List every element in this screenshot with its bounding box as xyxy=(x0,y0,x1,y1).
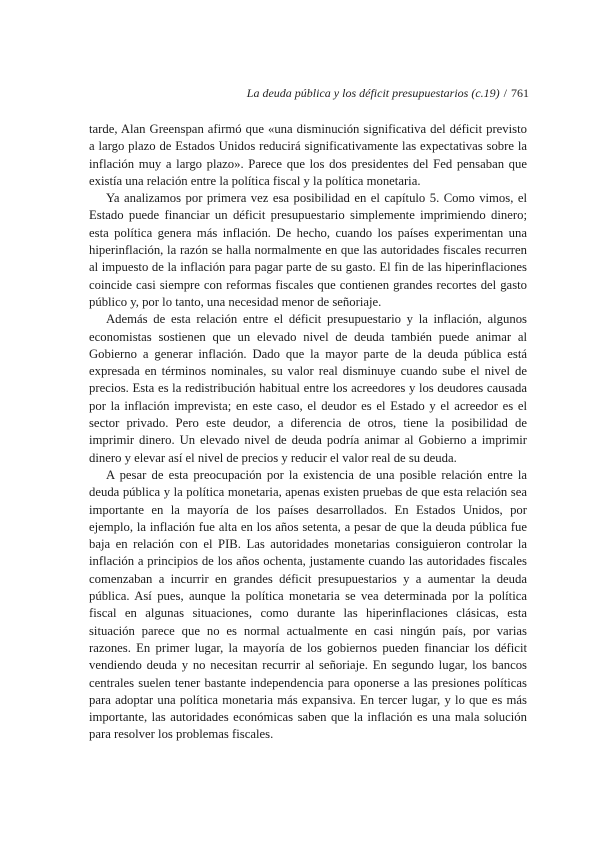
paragraph: A pesar de esta preocupación por la existencia de una posible relación entre la deuda pública y la política monetaria, apenas existen pruebas de que esta relación sea importante en la mayoría de los países desarrollados. En Estados Unidos, por ejemplo, la inflación fue alta en los años setenta, a pesar de que la deuda pública fue baja en relación con el PIB. Las autoridades monetarias consiguieron controlar la inflación a principios de los años ochenta, justamente cuando las autoridades fiscales comenzaban a incurrir en grandes déficit presupuestarios y a aumentar la deuda pública. Así pues, aunque la política monetaria se vea determinada por la política fiscal en algunas situaciones, como durante las hiperinflaciones clásicas, esta situación parece que no es normal actualmente en casi ningún país, por varias razones. En primer lugar, la mayoría de los gobiernos pueden financiar los déficit vendiendo deuda y no necesitan recurrir al señoriaje. En segundo lugar, los bancos centrales suelen tener bastante independencia para oponerse a las presiones políticas para adoptar una política monetaria más expansiva. En tercer lugar, y lo que es más importante, las autoridades económicas saben que la inflación es una mala solución para resolver los problemas fiscales. xyxy=(89,467,527,742)
paragraph-continuation: tarde, Alan Greenspan afirmó que «una disminución significativa del déficit previsto a largo plazo de Estados Unidos reducirá significativamente las expectativas sobre la inflación muy a largo plazo». Parece que los dos presidentes del Fed pensaban que existía una relación entre la política fiscal y la política monetaria. xyxy=(89,122,527,188)
running-title: La deuda pública y los déficit presupuestarios (c.19) xyxy=(246,86,500,100)
running-head xyxy=(247,86,529,101)
page-number: 761 xyxy=(511,86,529,100)
paragraph: Además de esta relación entre el déficit presupuestario y la inflación, algunos economistas sostienen que un elevado nivel de deuda también puede animar al Gobierno a generar inflación. Dado que la mayor parte de la deuda pública está expresada en términos nominales, su valor real disminuye cuando sube el nivel de precios. Esta es la redistribución habitual entre los acreedores y los deudores causada por la inflación imprevista; en este caso, el deudor es el Estado y el acreedor es el sector privado. Pero este deudor, a diferencia de otros, tiene la posibilidad de imprimir dinero. Un elevado nivel de deuda podría animar al Gobierno a imprimir dinero y elevar así el nivel de precios y reducir el valor real de su deuda. xyxy=(89,312,527,465)
running-head-separator: / xyxy=(503,86,507,100)
paragraph: Ya analizamos por primera vez esa posibilidad en el capítulo 5. Como vimos, el Estado puede financiar un déficit presupuestario simplemente imprimiendo dinero; esta política genera más inflación. De hecho, cuando los países experimentan una hiperinflación, la razón se halla normalmente en que las autoridades fiscales recurren al impuesto de la inflación para pagar parte de su gasto. El fin de las hiperinflaciones coincide casi siempre con reformas fiscales que contienen grandes recortes del gasto público y, por lo tanto, una necesidad menor de señoriaje. xyxy=(89,191,527,309)
body-text xyxy=(89,121,527,744)
